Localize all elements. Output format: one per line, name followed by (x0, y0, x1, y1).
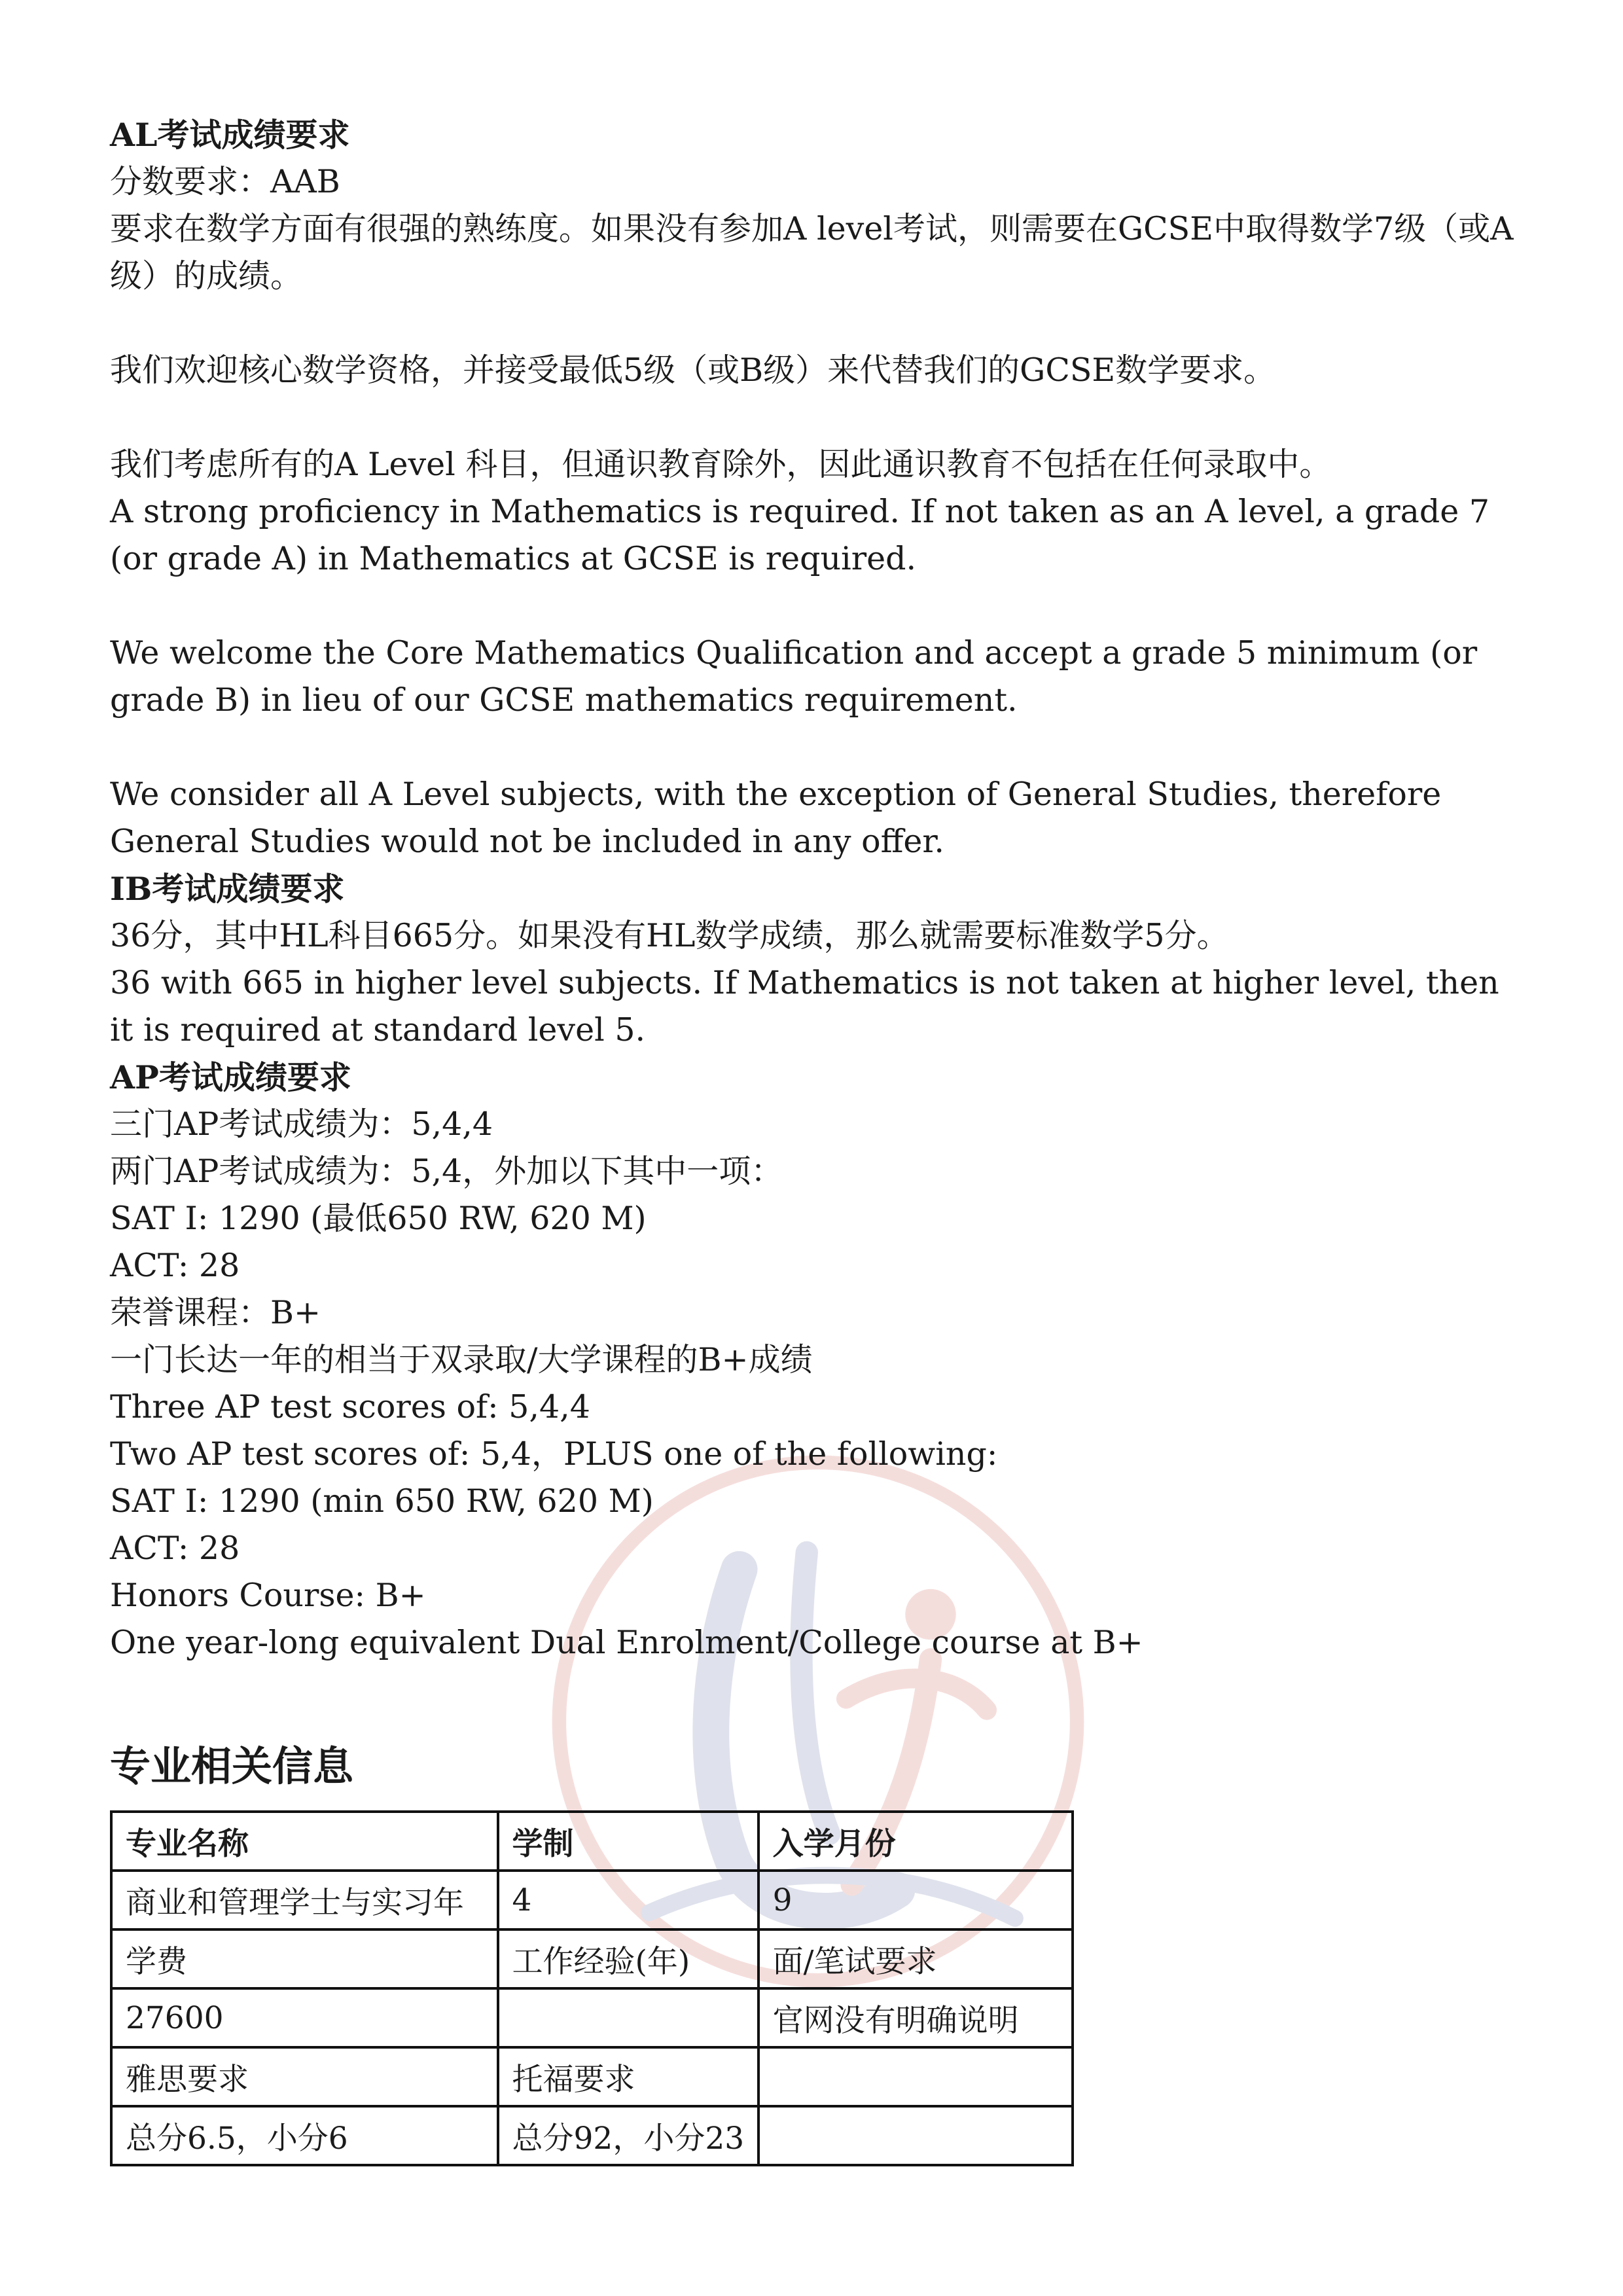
table-cell: 雅思要求 (111, 2047, 498, 2106)
al-zh-paragraph-1: 要求在数学方面有很强的熟练度。如果没有参加A level考试，则需要在GCSE中取得数学7级（或A级）的成绩。 (110, 210, 1514, 295)
table-cell: 总分6.5，小分6 (111, 2106, 498, 2165)
ap-heading: AP考试成绩要求 (110, 1058, 351, 1096)
ap-line: ACT: 28 (110, 1247, 240, 1284)
al-en-paragraph-1: A strong proficiency in Mathematics is required. If not taken as an A level, a grade 7 (or grade A) in Mathematics at GCSE is required. (110, 493, 1490, 577)
ap-line: One year-long equivalent Dual Enrolment/College course at B+ (110, 1624, 1143, 1661)
table-cell: 总分92，小分23 (498, 2106, 758, 2165)
ap-line: SAT I: 1290 (min 650 RW, 620 M) (110, 1482, 654, 1520)
ib-en-text: 36 with 665 in higher level subjects. If Mathematics is not taken at higher level, then it is required at standard level 5. (110, 964, 1499, 1049)
document-page (110, 111, 1517, 2166)
ap-line: Two AP test scores of: 5,4，PLUS one of the following: (110, 1435, 998, 1473)
ib-zh-text: 36分，其中HL科目665分。如果没有HL数学成绩，那么就需要标准数学5分。 (110, 917, 1229, 954)
ap-line: Honors Course: B+ (110, 1577, 426, 1614)
table-row (111, 1812, 1073, 1871)
table-cell: 官网没有明确说明 (758, 1988, 1073, 2047)
ap-line: 荣誉课程：B+ (110, 1294, 321, 1331)
al-en-paragraph-3: We consider all A Level subjects, with the exception of General Studies, therefore General Studies would not be included in any offer. (110, 776, 1442, 860)
table-cell: 学费 (111, 1929, 498, 1988)
table-row (111, 1871, 1073, 1929)
table-cell (498, 1988, 758, 2047)
table-cell (758, 2047, 1073, 2106)
al-en-paragraph-2: We welcome the Core Mathematics Qualification and accept a grade 5 minimum (or grade B) in lieu of our GCSE mathematics requirement. (110, 634, 1478, 719)
table-cell: 工作经验(年) (498, 1929, 758, 1988)
table-row (111, 2047, 1073, 2106)
ap-line: Three AP test scores of: 5,4,4 (110, 1388, 590, 1426)
ap-line: SAT I: 1290 (最低650 RW, 620 M) (110, 1200, 647, 1237)
al-zh-paragraph-2: 我们欢迎核心数学资格，并接受最低5级（或B级）来代替我们的GCSE数学要求。 (110, 351, 1276, 389)
table-row (111, 1929, 1073, 1988)
table-cell: 9 (758, 1871, 1073, 1929)
table-header-cell: 学制 (498, 1812, 758, 1871)
al-zh-paragraph-3: 我们考虑所有的A Level 科目，但通识教育除外，因此通识教育不包括在任何录取中。 (110, 446, 1332, 483)
ap-line: 一门长达一年的相当于双录取/大学课程的B+成绩 (110, 1341, 813, 1378)
table-row (111, 2106, 1073, 2165)
ap-line: ACT: 28 (110, 1530, 240, 1567)
al-heading: AL考试成绩要求 (110, 116, 350, 154)
ap-line: 两门AP考试成绩为：5,4，外加以下其中一项： (110, 1153, 783, 1190)
table-row (111, 1988, 1073, 2047)
ib-heading: IB考试成绩要求 (110, 870, 345, 908)
table-cell: 4 (498, 1871, 758, 1929)
program-info-table (110, 1810, 1074, 2166)
table-header-cell: 专业名称 (111, 1812, 498, 1871)
table-header-cell: 入学月份 (758, 1812, 1073, 1871)
table-cell: 27600 (111, 1988, 498, 2047)
table-cell: 托福要求 (498, 2047, 758, 2106)
program-info-title: 专业相关信息 (110, 1742, 354, 1790)
table-cell: 面/笔试要求 (758, 1929, 1073, 1988)
table-cell: 商业和管理学士与实习年 (111, 1871, 498, 1929)
ap-line: 三门AP考试成绩为：5,4,4 (110, 1105, 493, 1143)
table-cell (758, 2106, 1073, 2165)
al-score: 分数要求：AAB (110, 163, 340, 200)
